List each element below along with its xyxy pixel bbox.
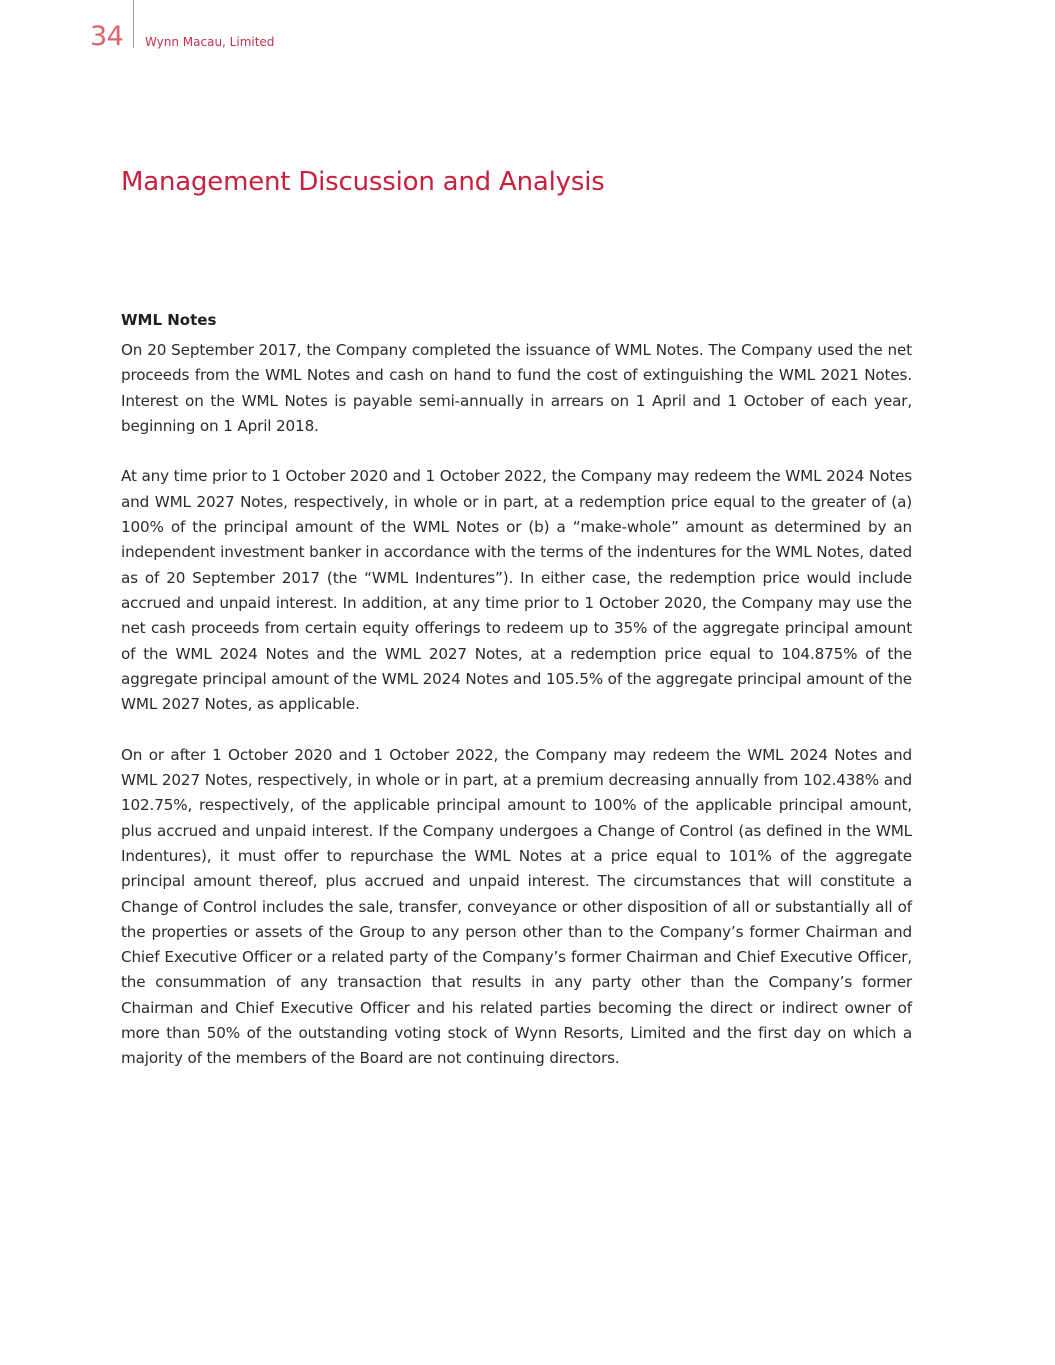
- section-heading: WML Notes: [121, 311, 217, 329]
- paragraph-redemption-after: On or after 1 October 2020 and 1 October 2022, the Company may redeem the WML 2024 Notes and WML 2027 Notes, respectively, in whole or in part, at a premium decreasing annually from 102.438% and 102.75%, respectively, of the applicable principal amount to 100% of the applicable principal amount, plus accrued and unpaid interest. If the Company undergoes a Change of Control (as defined in the WML Indentures), it must offer to repurchase the WML Notes at a price equal to 101% of the aggregate principal amount thereof, plus accrued and unpaid interest. The circumstances that will constitute a Change of Control includes the sale, transfer, conveyance or other disposition of all or substantially all of the properties or assets of the Group to any person other than to the Company’s former Chairman and Chief Executive Officer or a related party of the Company’s former Chairman and Chief Executive Officer, the consummation of any transaction that results in any party other than the Company’s former Chairman and Chief Executive Officer and his related parties becoming the direct or indirect owner of more than 50% of the outstanding voting stock of Wynn Resorts, Limited and the first day on which a majority of the members of the Board are not continuing directors.: [121, 745, 912, 1068]
- page-title: Management Discussion and Analysis: [121, 167, 605, 197]
- paragraph-redemption-prior: At any time prior to 1 October 2020 and 1 October 2022, the Company may redeem the WML 2024 Notes and WML 2027 Notes, respectively, in whole or in part, at a redemption price equal to the greater of (a) 100% of the principal amount of the WML Notes or (b) a “make-whole” amount as determined by an independent investment banker in accordance with the terms of the indentures for the WML Notes, dated as of 20 September 2017 (the “WML Indentures”). In either case, the redemption price would include accrued and unpaid interest. In addition, at any time prior to 1 October 2020, the Company may use the net cash proceeds from certain equity offerings to redeem up to 35% of the aggregate principal amount of the WML 2024 Notes and the WML 2027 Notes, at a redemption price equal to 104.875% of the aggregate principal amount of the WML 2024 Notes and 105.5% of the aggregate principal amount of the WML 2027 Notes, as applicable.: [121, 467, 912, 714]
- page-number: 34: [90, 21, 124, 52]
- document-body: [121, 308, 912, 1097]
- paragraph-issuance: On 20 September 2017, the Company completed the issuance of WML Notes. The Company used the net proceeds from the WML Notes and cash on hand to fund the cost of extinguishing the WML 2021 Notes. Interest on the WML Notes is payable semi-annually in arrears on 1 April and 1 October of each year, beginning on 1 April 2018.: [121, 341, 912, 435]
- header-divider: [133, 0, 134, 48]
- company-name: Wynn Macau, Limited: [145, 35, 275, 49]
